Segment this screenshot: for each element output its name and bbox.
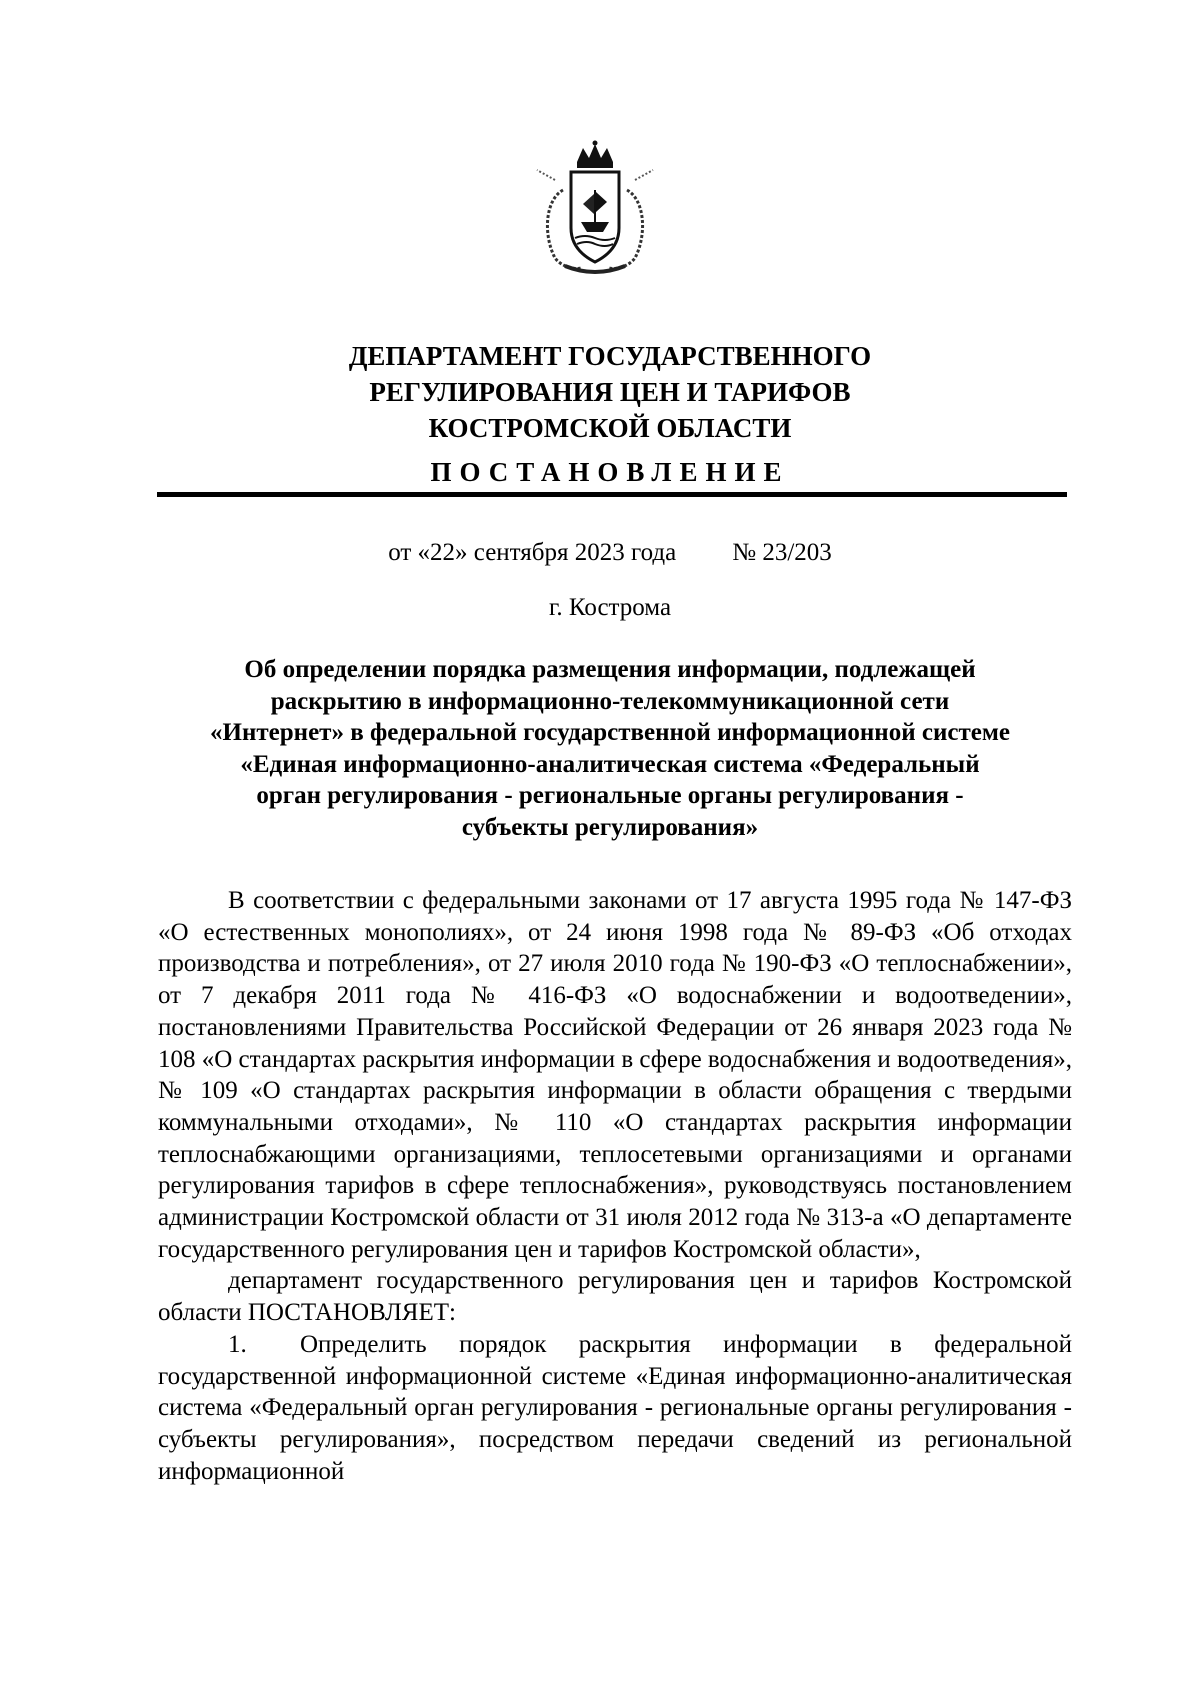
title-line: Об определении порядка размещения информации, подлежащей xyxy=(244,656,976,683)
title-line: раскрытию в информационно-телекоммуникационной сети xyxy=(270,687,950,715)
title-line: орган регулирования - региональные органы регулирования - xyxy=(256,782,964,809)
header-divider xyxy=(157,492,1067,497)
document-number: № 23/203 xyxy=(732,539,832,566)
document-title xyxy=(180,654,1040,843)
coat-of-arms-emblem xyxy=(525,140,665,280)
title-line: «Единая информационно-аналитическая система «Федеральный xyxy=(240,750,980,778)
document-type: ПОСТАНОВЛЕНИЕ xyxy=(430,457,790,487)
kostroma-coat-of-arms-icon xyxy=(525,140,665,280)
header-line: ДЕПАРТАМЕНТ ГОСУДАРСТВЕННОГО xyxy=(348,341,872,371)
preamble-paragraph: В соответствии с федеральными законами от 17 августа 1995 года № 147-ФЗ «О естественных монополиях», от 24 июня 1998 года № 89-ФЗ «Об отходах производства и потребления», от 27 июля 2010 года № 190-ФЗ «О теплоснабжении», от 7 декабря 2011 года № 416-ФЗ «О водоснабжении и водоотведении», постановлениями Правительства Российской Федерации от 26 января 2023 года № 108 «О стандартах раскрытия информации в сфере водоснабжения и водоотведения», № 109 «О стандартах раскрытия информации в области обращения с твердыми коммунальными отходами», № 110 «О стандартах раскрытия информации теплоснабжающими организациями, теплосетевыми организациями и органами регулирования тарифов в сфере теплоснабжения», руководствуясь постановлением администрации Костромской области от 31 июля 2012 года № 313-а «О департаменте государственного регулирования цен и тарифов Костромской области», xyxy=(158,887,1072,1263)
document-city: г. Кострома xyxy=(548,594,672,621)
clause-text: Определить порядок раскрытия информации в федеральной государственной информационной системе «Единая информационно-аналитическая система «Федеральный орган регулирования - региональные органы регулирования - субъекты регулирования», посредством передачи сведений из региональной информационной xyxy=(158,1330,1072,1485)
header-line: КОСТРОМСКОЙ ОБЛАСТИ xyxy=(428,413,792,443)
document-body xyxy=(158,885,1072,1487)
date-number-line xyxy=(160,536,1060,570)
clause-1 xyxy=(158,1329,1072,1488)
title-line: «Интернет» в федеральной государственной информационной системе xyxy=(210,719,1010,746)
department-header xyxy=(160,338,1060,446)
header-line: РЕГУЛИРОВАНИЯ ЦЕН И ТАРИФОВ xyxy=(369,377,851,407)
clause-number: 1. xyxy=(228,1330,247,1358)
resolution-paragraph: департамент государственного регулирования цен и тарифов Костромской области ПОСТАНОВЛЯЕТ: xyxy=(158,1267,1072,1327)
document-date: от «22» сентября 2023 года xyxy=(388,539,677,566)
title-line: субъекты регулирования» xyxy=(461,813,759,841)
